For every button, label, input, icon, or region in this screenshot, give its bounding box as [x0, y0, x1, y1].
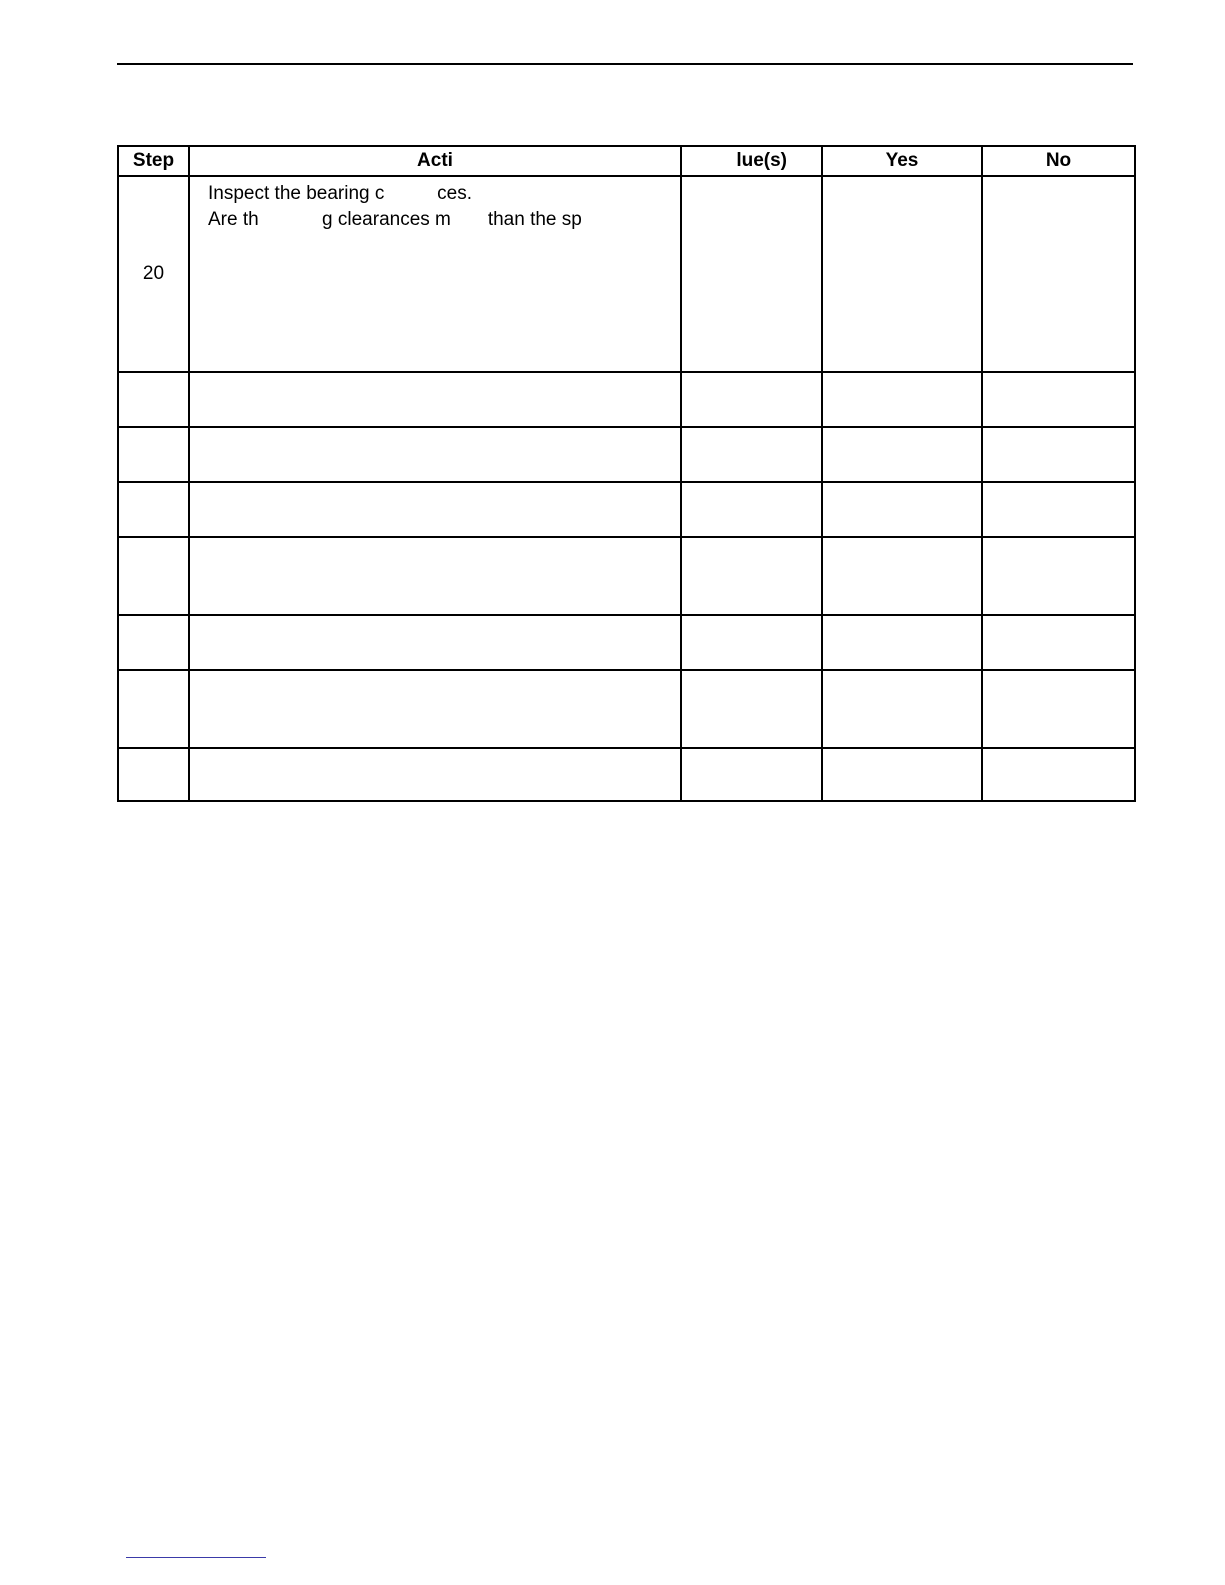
header-rule	[117, 63, 1133, 65]
step-cell	[118, 748, 189, 801]
yes-cell	[822, 482, 982, 537]
action-cell	[189, 482, 681, 537]
no-cell	[982, 615, 1135, 670]
step-column-header: Step	[118, 146, 189, 176]
action-column-header: Acti	[189, 146, 681, 176]
yes-cell	[822, 372, 982, 427]
action-cell	[189, 372, 681, 427]
values-cell	[681, 748, 822, 801]
table-row	[118, 372, 1135, 427]
values-cell	[681, 482, 822, 537]
yes-cell	[822, 537, 982, 615]
no-cell	[982, 537, 1135, 615]
no-column-header: No	[982, 146, 1135, 176]
yes-cell	[822, 748, 982, 801]
table-row	[118, 670, 1135, 748]
step-cell	[118, 427, 189, 482]
values-cell	[681, 427, 822, 482]
yes-cell	[822, 176, 982, 372]
values-cell	[681, 615, 822, 670]
step-cell	[118, 482, 189, 537]
table-row	[118, 176, 1135, 372]
yes-column-header: Yes	[822, 146, 982, 176]
table-row	[118, 537, 1135, 615]
values-cell	[681, 372, 822, 427]
action-text-line: Are th g clearances m than the sp	[208, 209, 582, 230]
step-cell	[118, 537, 189, 615]
no-cell	[982, 670, 1135, 748]
step-cell	[118, 615, 189, 670]
values-column-header: lue(s)	[681, 146, 822, 176]
step-cell	[118, 670, 189, 748]
action-cell	[189, 427, 681, 482]
no-cell	[982, 748, 1135, 801]
action-cell	[189, 615, 681, 670]
footer-link-underline	[126, 1557, 266, 1558]
action-cell	[189, 537, 681, 615]
action-cell	[189, 670, 681, 748]
no-cell	[982, 482, 1135, 537]
step-cell	[118, 372, 189, 427]
action-cell	[189, 748, 681, 801]
table-row	[118, 748, 1135, 801]
action-text-line: Inspect the bearing c ces.	[208, 183, 473, 204]
no-cell	[982, 372, 1135, 427]
values-cell	[681, 537, 822, 615]
table-row	[118, 615, 1135, 670]
step-cell: 20	[118, 176, 189, 372]
action-cell	[189, 176, 681, 372]
no-cell	[982, 427, 1135, 482]
yes-cell	[822, 427, 982, 482]
values-cell	[681, 670, 822, 748]
yes-cell	[822, 615, 982, 670]
table-row	[118, 482, 1135, 537]
no-cell	[982, 176, 1135, 372]
table-header-row	[118, 146, 1135, 176]
diagnostic-table	[117, 145, 1136, 802]
table-row	[118, 427, 1135, 482]
yes-cell	[822, 670, 982, 748]
values-cell	[681, 176, 822, 372]
